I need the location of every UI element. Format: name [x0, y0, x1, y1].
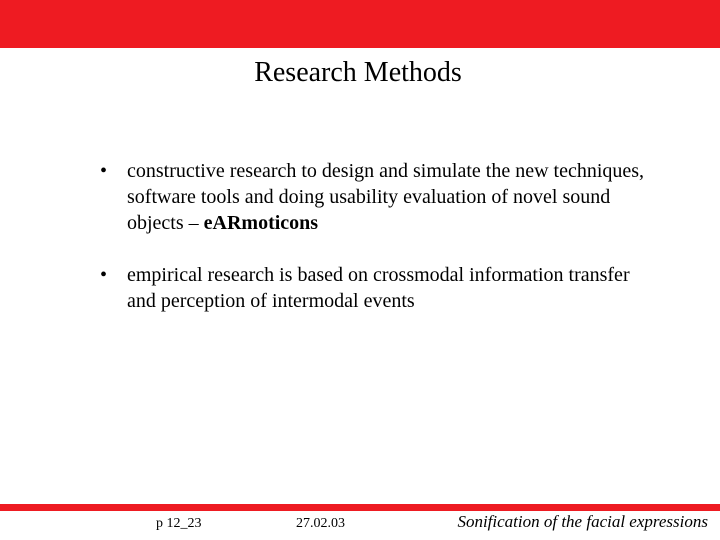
bullet-icon: •: [100, 264, 108, 286]
footer-caption: Sonification of the facial expressions: [457, 512, 708, 531]
bullet-item-constructive-research: [100, 158, 660, 236]
bullet-icon: •: [100, 160, 108, 182]
footer-date: 27.02.03: [296, 516, 345, 531]
bullet-text: empirical research is based on crossmodal information transfer and perception of intermodal events: [127, 264, 630, 312]
footer-page-number: p 12_23: [156, 516, 202, 531]
top-accent-bar: [0, 0, 720, 48]
slide-title: Research Methods: [254, 57, 462, 88]
footer-accent-line: [0, 504, 720, 511]
bullet-emphasis-earmoticons: eARmoticons: [203, 212, 319, 234]
bullet-list: [100, 158, 660, 340]
bullet-item-empirical-research: [100, 262, 660, 314]
bullet-text: constructive research to design and simulate the new techniques, software tools and doing usability evaluation of novel sound objects –: [127, 160, 645, 234]
